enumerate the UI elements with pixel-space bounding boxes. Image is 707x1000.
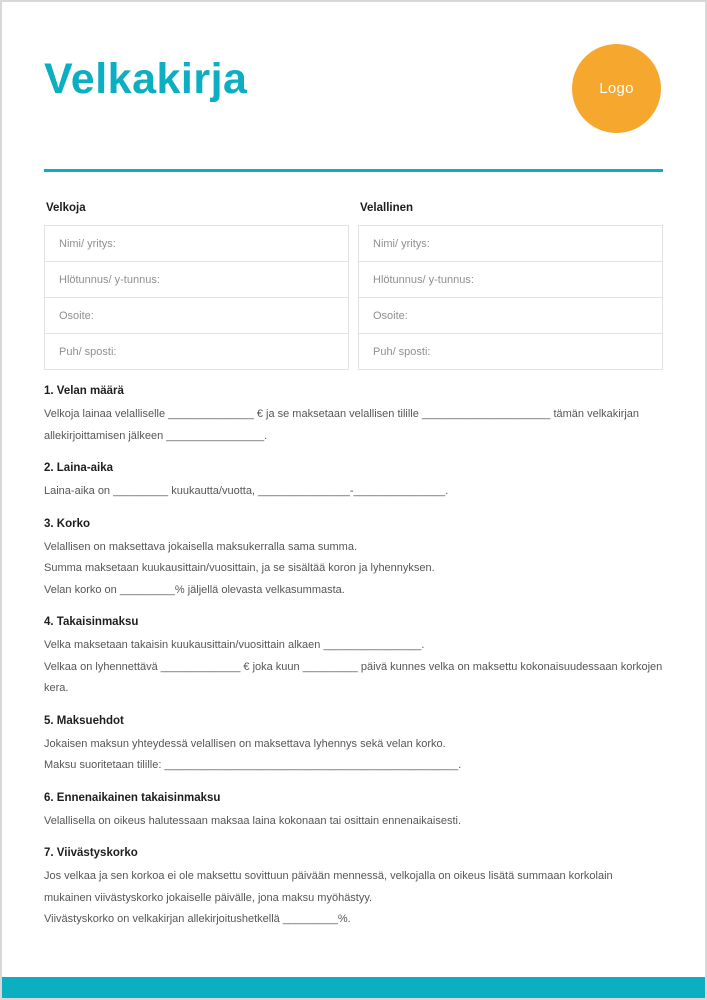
section-interest [44,514,663,602]
creditor-name-field: Nimi/ yritys: [45,226,349,262]
document-content [2,54,705,931]
table-row [359,298,663,334]
creditor-table [44,225,349,370]
logo-badge [572,44,661,133]
table-row [45,262,349,298]
section-heading: 1. Velan määrä [44,385,124,397]
debtor-name-field: Nimi/ yritys: [359,226,663,262]
table-row [359,226,663,262]
section-heading: 2. Laina-aika [44,462,114,474]
section-heading: 5. Maksuehdot [44,714,124,727]
logo-text: Logo [599,80,634,97]
terms-sections [44,381,663,931]
section-repayment [44,612,663,700]
title-divider [44,169,663,172]
debtor-header: Velallinen [360,202,414,214]
section-paragraph: Summa maksetaan kuukausittain/vuosittain, ja se sisältää koron ja lyhennyksen. [44,562,435,574]
section-paragraph: Velallisen on maksettava jokaisella maksukerralla sama summa. [44,540,358,553]
table-row [359,334,663,370]
section-paragraph: Viivästyskorko on velkakirjan allekirjoitushetkellä _________%. [44,913,351,925]
section-loan-amount [44,381,663,447]
debtor-table [358,225,663,370]
creditor-address-field: Osoite: [45,298,349,334]
table-row [359,262,663,298]
table-row [45,334,349,370]
creditor-header: Velkoja [46,202,86,214]
table-row [45,298,349,334]
section-heading: 4. Takaisinmaksu [44,616,139,628]
section-paragraph: Laina-aika on _________ kuukautta/vuotta, _______________-_______________. [44,485,449,497]
debtor-id-field: Hlötunnus/ y-tunnus: [359,262,663,298]
section-paragraph: Velan korko on _________% jäljellä olevasta velkasummasta. [44,583,345,596]
parties-section [44,202,663,370]
debtor-column [358,202,663,370]
debtor-contact-field: Puh/ sposti: [359,334,663,370]
section-early-repayment [44,788,663,833]
footer-accent-bar [0,977,707,1000]
section-paragraph: Jokaisen maksun yhteydessä velallisen on maksettava lyhennys sekä velan korko. [44,737,446,750]
section-late-interest [44,843,663,931]
page-title: Velkakirja [44,55,248,103]
section-heading: 3. Korko [44,517,91,530]
section-heading: 6. Ennenaikainen takaisinmaksu [44,791,221,804]
section-heading: 7. Viivästyskorko [44,847,138,859]
table-row [45,226,349,262]
creditor-column [44,202,349,370]
section-paragraph: Velkoja lainaa velalliselle ______________ € ja se maksetaan velallisen tilille _____________________ tämän velkakirjan allekirjoittamisen jälkeen ________________. [44,408,640,442]
section-loan-period [44,458,663,503]
debtor-address-field: Osoite: [359,298,663,334]
section-payment-terms [44,711,663,777]
section-paragraph: Velkaa on lyhennettävä _____________ € joka kuun _________ päivä kunnes velka on maksettu kokonaisuudessaan korkojen kera. [44,660,663,694]
section-paragraph: Maksu suoritetaan tilille: ________________________________________________. [44,759,462,771]
section-paragraph: Velka maksetaan takaisin kuukausittain/vuosittain alkaen ________________. [44,639,425,651]
section-paragraph: Velallisella on oikeus halutessaan maksaa laina kokonaan tai osittain ennenaikaisesti. [44,814,462,827]
creditor-contact-field: Puh/ sposti: [45,334,349,370]
section-paragraph: Jos velkaa ja sen korkoa ei ole maksettu sovittuun päivään mennessä, velkojalla on oikeus lisätä summaan korkolain mukainen viivästyskorko jokaiselle päivälle, jona maksu myöhästyy. [44,870,613,904]
creditor-id-field: Hlötunnus/ y-tunnus: [45,262,349,298]
